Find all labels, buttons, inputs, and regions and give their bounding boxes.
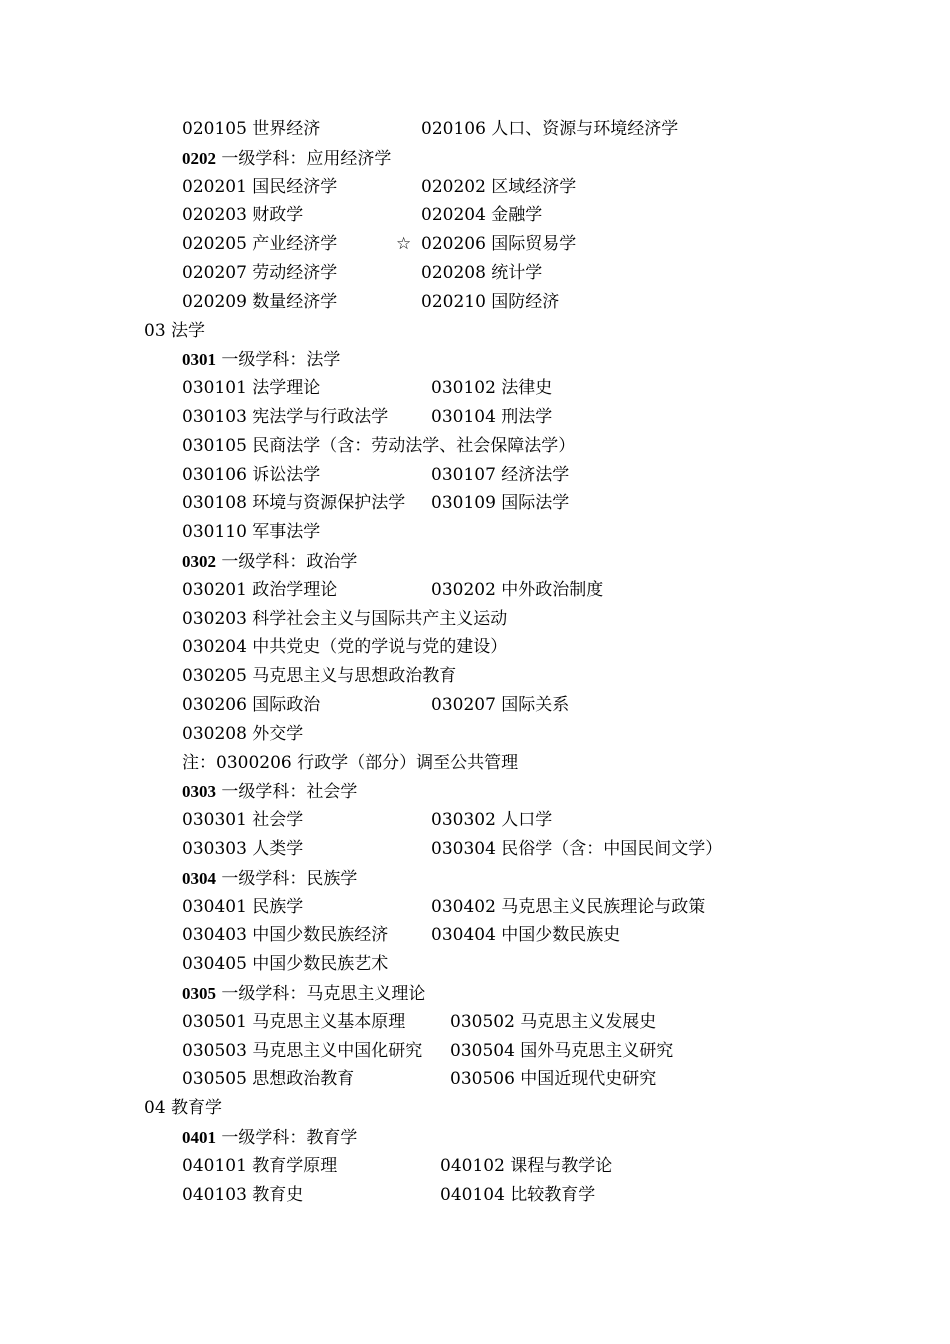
subject-entry: 030110 军事法学 xyxy=(182,522,321,543)
list-item xyxy=(182,259,782,288)
subject-entry: 040103 教育史 xyxy=(182,1184,304,1205)
discipline-label: 一级学科：应用经济学 xyxy=(216,148,392,169)
list-item xyxy=(182,806,782,835)
list-item xyxy=(182,1037,782,1066)
list-item xyxy=(182,115,782,144)
list-item xyxy=(182,633,507,662)
subject-entry: 030207 国际关系 xyxy=(431,695,570,715)
discipline-label: 一级学科：法学 xyxy=(216,350,341,371)
list-item xyxy=(182,432,575,461)
subject-entry: 030203 科学社会主义与国际共产主义运动 xyxy=(182,608,508,629)
subject-entry: 020201 国民经济学 xyxy=(182,176,338,197)
list-item xyxy=(182,691,782,720)
subject-entry: 030108 环境与资源保护法学 xyxy=(182,493,406,514)
category-label: 04 教育学 xyxy=(144,1098,223,1119)
subject-entry: 020204 金融学 xyxy=(421,205,543,226)
subject-entry: 030201 政治学理论 xyxy=(182,579,338,600)
first-level-discipline xyxy=(182,547,357,576)
list-item xyxy=(182,288,782,317)
first-level-discipline xyxy=(182,979,425,1008)
subject-entry: 030301 社会学 xyxy=(182,810,304,831)
list-item xyxy=(182,605,507,634)
first-level-discipline xyxy=(182,345,340,374)
subject-entry: 030402 马克思主义民族理论与政策 xyxy=(431,896,706,917)
subject-entry: 030403 中国少数民族经济 xyxy=(182,925,389,946)
star-icon: ☆ xyxy=(396,234,412,255)
subject-entry: 020208 统计学 xyxy=(421,263,543,283)
subject-entry: 030505 思想政治教育 xyxy=(182,1069,355,1090)
subject-entry: 030106 诉讼法学 xyxy=(182,464,321,485)
subject-entry: 030501 马克思主义基本原理 xyxy=(182,1011,406,1032)
discipline-code: 0302 xyxy=(182,552,216,571)
list-item xyxy=(182,950,388,979)
discipline-code: 0202 xyxy=(182,148,216,168)
subject-entry: 030204 中共党史（党的学说与党的建设） xyxy=(182,637,508,658)
first-level-discipline xyxy=(182,777,357,806)
first-level-discipline xyxy=(182,864,357,893)
subject-entry: 030304 民俗学（含：中国民间文学） xyxy=(431,839,723,859)
discipline-code: 0304 xyxy=(182,868,216,888)
list-item xyxy=(182,1181,782,1210)
subject-entry: 030404 中国少数民族史 xyxy=(431,925,621,946)
subject-entry: 030102 法律史 xyxy=(431,378,553,399)
list-item xyxy=(182,720,303,749)
subject-entry: 040101 教育学原理 xyxy=(182,1155,338,1176)
subject-entry: 030208 外交学 xyxy=(182,723,304,744)
subject-entry: 030101 法学理论 xyxy=(182,378,321,399)
discipline-label: 一级学科：教育学 xyxy=(216,1128,358,1148)
list-item xyxy=(182,893,782,922)
list-item xyxy=(182,576,782,605)
subject-entry: 020210 国防经济 xyxy=(421,291,560,312)
discipline-label: 一级学科：民族学 xyxy=(216,868,358,889)
subject-entry: 020205 产业经济学 xyxy=(182,234,338,255)
first-level-discipline xyxy=(182,1123,357,1152)
discipline-code: 0305 xyxy=(182,984,216,1003)
subject-entry: 030206 国际政治 xyxy=(182,695,321,715)
subject-entry: 040104 比较教育学 xyxy=(440,1184,596,1205)
subject-entry: 030506 中国近现代史研究 xyxy=(450,1069,657,1090)
subject-entry: 020106 人口、资源与环境经济学 xyxy=(421,119,679,139)
list-item xyxy=(182,374,782,403)
list-item xyxy=(182,1152,782,1181)
subject-entry: 020105 世界经济 xyxy=(182,119,321,139)
subject-entry: 020206 国际贸易学 xyxy=(421,234,577,255)
list-item xyxy=(182,230,782,259)
discipline-label: 一级学科：政治学 xyxy=(216,552,358,572)
subject-entry: 020207 劳动经济学 xyxy=(182,263,338,283)
subject-entry: 030103 宪法学与行政法学 xyxy=(182,407,389,427)
list-item xyxy=(182,403,782,432)
list-item xyxy=(182,835,782,864)
list-item xyxy=(182,173,782,202)
list-item xyxy=(182,921,782,950)
first-level-discipline xyxy=(182,144,391,173)
subject-entry: 030502 马克思主义发展史 xyxy=(450,1011,657,1032)
subject-entry: 030205 马克思主义与思想政治教育 xyxy=(182,666,457,687)
discipline-code: 0303 xyxy=(182,782,216,802)
subject-entry: 020203 财政学 xyxy=(182,205,304,226)
category-heading xyxy=(144,317,205,346)
list-item xyxy=(182,1008,782,1037)
subject-entry: 030202 中外政治制度 xyxy=(431,579,604,600)
list-item xyxy=(182,662,456,691)
subject-entry: 030302 人口学 xyxy=(431,810,553,831)
subject-entry: 030104 刑法学 xyxy=(431,407,553,427)
discipline-code: 0401 xyxy=(182,1128,216,1147)
category-label: 03 法学 xyxy=(144,320,206,341)
subject-entry: 030107 经济法学 xyxy=(431,464,570,485)
discipline-label: 一级学科：马克思主义理论 xyxy=(216,984,426,1004)
list-item xyxy=(182,749,518,778)
list-item xyxy=(182,201,782,230)
subject-entry: 020202 区域经济学 xyxy=(421,176,577,197)
subject-entry: 030109 国际法学 xyxy=(431,493,570,514)
list-item xyxy=(182,489,782,518)
list-item xyxy=(182,461,782,490)
discipline-code: 0301 xyxy=(182,350,216,370)
subject-entry: 030504 国外马克思主义研究 xyxy=(450,1040,674,1061)
list-item xyxy=(182,1065,782,1094)
subject-entry: 030401 民族学 xyxy=(182,896,304,917)
subject-entry: 020209 数量经济学 xyxy=(182,291,338,312)
subject-entry: 030503 马克思主义中国化研究 xyxy=(182,1040,423,1061)
category-heading xyxy=(144,1094,222,1123)
list-item xyxy=(182,518,320,547)
subject-entry: 030303 人类学 xyxy=(182,839,304,859)
subject-entry: 040102 课程与教学论 xyxy=(440,1155,613,1176)
subject-entry: 注：0300206 行政学（部分）调至公共管理 xyxy=(182,752,519,773)
discipline-label: 一级学科：社会学 xyxy=(216,782,358,803)
subject-entry: 030105 民商法学（含：劳动法学、社会保障法学） xyxy=(182,435,576,456)
subject-entry: 030405 中国少数民族艺术 xyxy=(182,954,389,975)
